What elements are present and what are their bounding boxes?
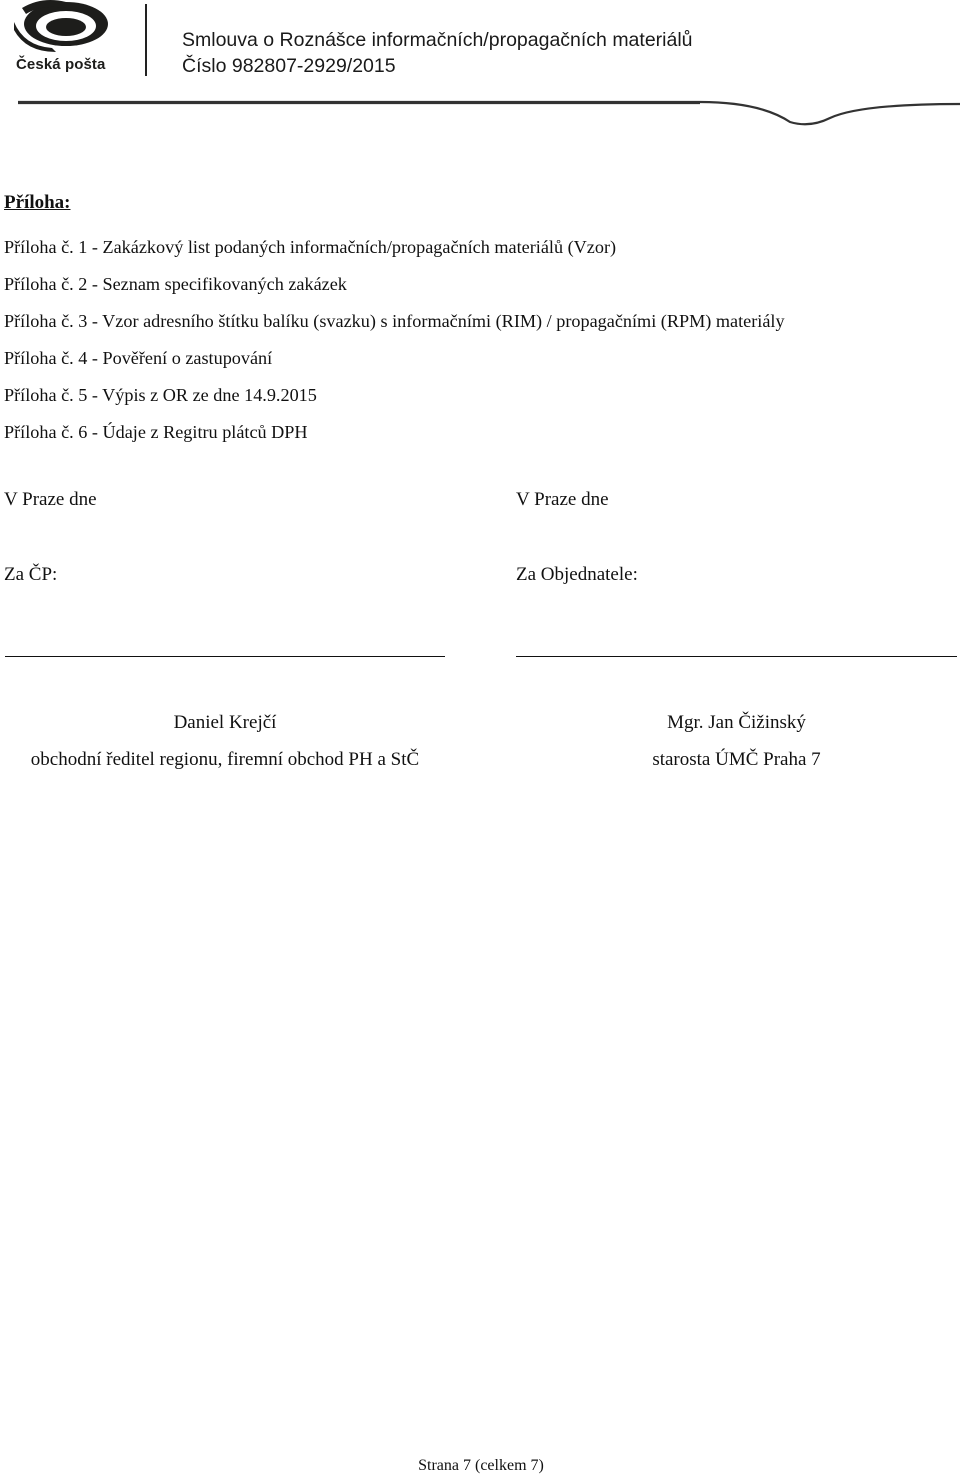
attachment-item: Příloha č. 6 - Údaje z Regitru plátců DPH [4,422,308,442]
document-number: Číslo 982807-2929/2015 [182,55,396,77]
attachment-item: Příloha č. 5 - Výpis z OR ze dne 14.9.2015 [4,385,317,405]
document-title: Smlouva o Roznášce informačních/propagačních materiálů [182,29,693,51]
attachments-heading: Příloha: [4,192,71,213]
page-number: Strana 7 (celkem 7) [418,1457,544,1474]
right-party-label: Za Objednatele: [516,564,638,585]
attachment-list [4,229,785,451]
attachment-item: Příloha č. 1 - Zakázkový list podaných informačních/propagačních materiálů (Vzor) [4,237,617,257]
attachment-item: Příloha č. 2 - Seznam specifikovaných zakázek [4,274,347,294]
left-signatory-role: obchodní ředitel regionu, firemní obchod PH a StČ [30,749,420,770]
header-divider [145,4,147,76]
left-signatory-name: Daniel Krejčí [173,712,277,733]
attachment-item: Příloha č. 4 - Pověření o zastupování [4,348,273,368]
right-signatory-name: Mgr. Jan Čižinský [667,712,806,733]
right-signature-line [516,656,957,657]
header-swoosh-line [0,90,960,130]
left-signature-line [5,656,445,657]
attachment-item: Příloha č. 3 - Vzor adresního štítku balíku (svazku) s informačními (RIM) / propagačními (RPM) materiály [4,311,785,331]
right-place-date: V Praze dne [516,489,609,510]
right-signatory-role: starosta ÚMČ Praha 7 [652,749,821,770]
document-header [0,0,960,130]
page-footer [0,1457,960,1475]
left-place-date: V Praze dne [4,489,97,510]
logo-text: Česká pošta [16,56,106,73]
left-party-label: Za ČP: [4,564,58,585]
